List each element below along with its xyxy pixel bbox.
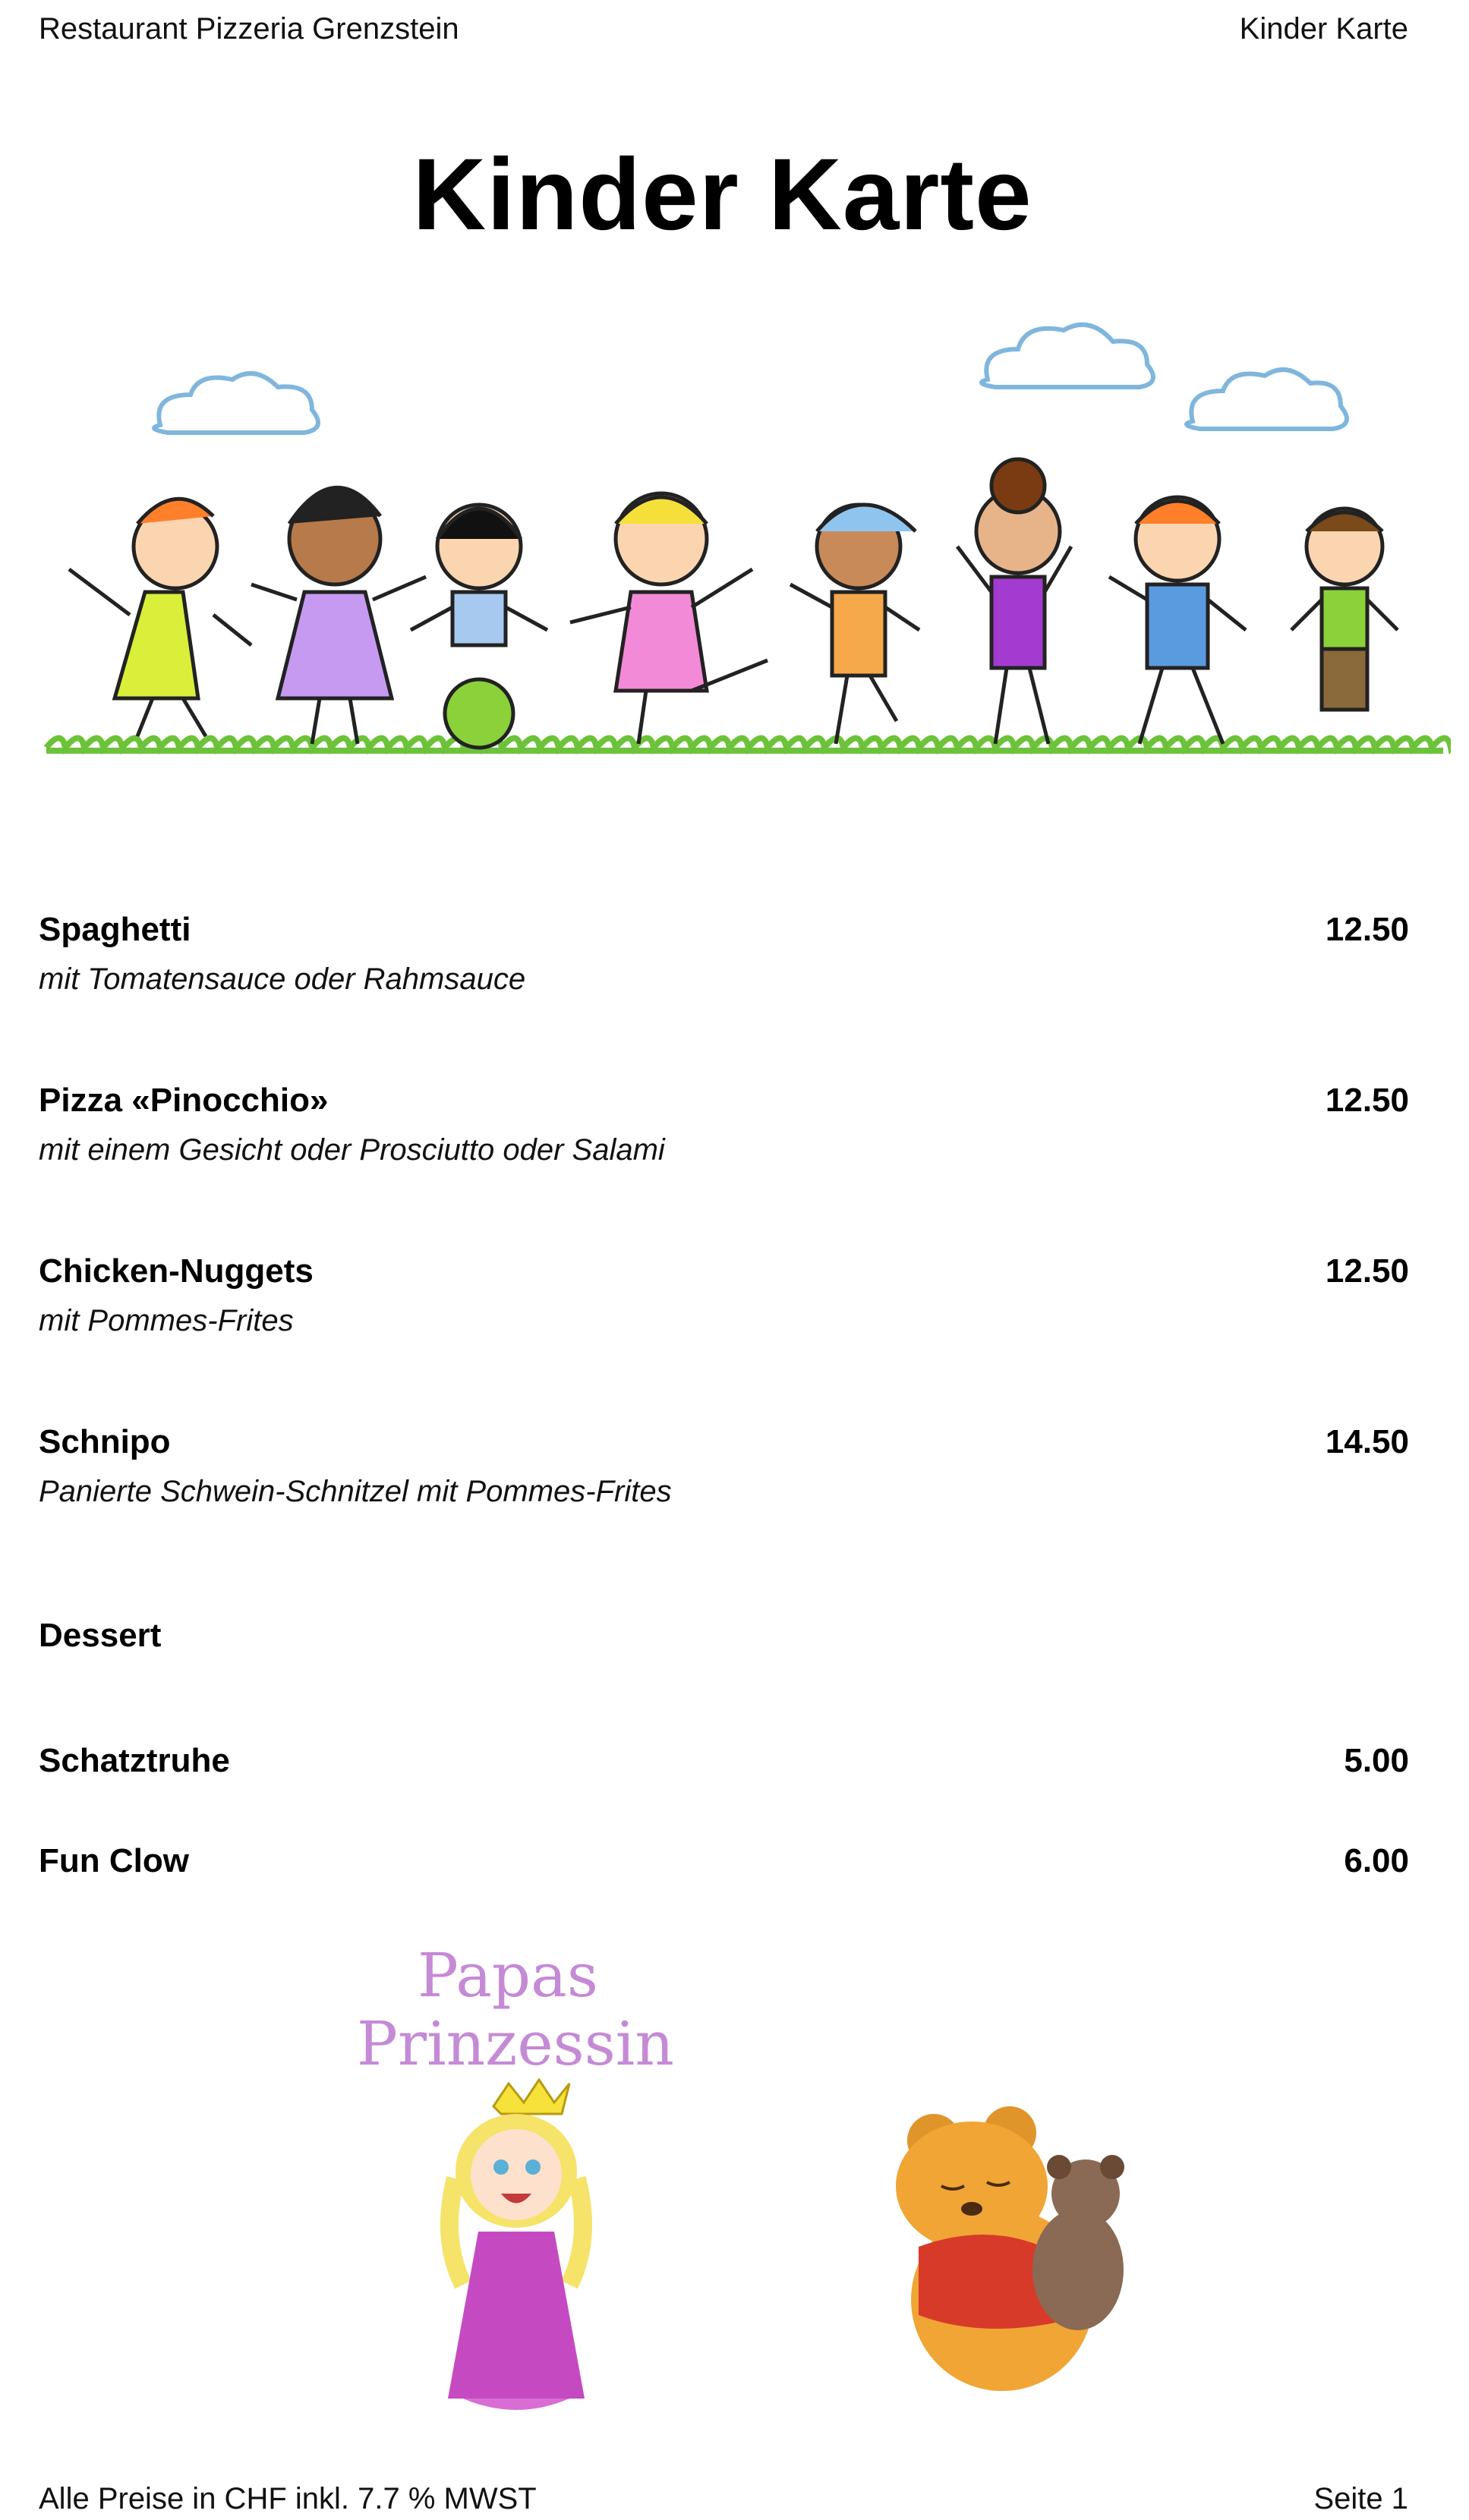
- princess-illustration: [357, 1943, 721, 2429]
- header-restaurant-name: Restaurant Pizzeria Grenzstein: [39, 12, 459, 46]
- menu-item-name: Chicken-Nuggets: [39, 1252, 314, 1290]
- dessert-item-price: 6.00: [1344, 1842, 1409, 1879]
- menu-item-name: Schnipo: [39, 1423, 171, 1460]
- dessert-item-name: Fun Clow: [39, 1842, 189, 1879]
- menu-item: [39, 911, 1409, 997]
- footer-price-note: Alle Preise in CHF inkl. 7.7 % MWST: [39, 2482, 537, 2515]
- menu-item-price: 12.50: [1325, 911, 1409, 948]
- menu-item-description: mit Pommes-Frites: [39, 1304, 294, 1337]
- menu-item-price: 12.50: [1325, 1082, 1409, 1119]
- dessert-item: [39, 1842, 1409, 1880]
- dessert-heading: Dessert: [39, 1617, 162, 1654]
- menu-item: [39, 1252, 1409, 1338]
- header-menu-name: Kinder Karte: [1239, 12, 1408, 46]
- menu-item: [39, 1082, 1409, 1167]
- footer-page-number: Seite 1: [1313, 2482, 1408, 2515]
- cloud-icon: [982, 325, 1153, 387]
- menu-item-name: Pizza «Pinocchio»: [39, 1082, 329, 1119]
- princess-logo-line2: Prinzessin: [357, 2008, 674, 2079]
- page-title: Kinder Karte: [412, 138, 1032, 251]
- princess-logo-line1: Papas: [418, 1943, 598, 2011]
- cloud-icon: [1187, 370, 1347, 429]
- dessert-item-price: 5.00: [1344, 1742, 1409, 1779]
- dessert-item-name: Schatztruhe: [39, 1742, 230, 1779]
- menu-item: [39, 1423, 1409, 1509]
- bear-illustration: [888, 2095, 1146, 2399]
- cloud-icon: [154, 373, 318, 433]
- menu-item-name: Spaghetti: [39, 911, 191, 948]
- children-playing-illustration: [39, 296, 1451, 782]
- menu-item-description: mit einem Gesicht oder Prosciutto oder Salami: [39, 1133, 665, 1167]
- dessert-item: [39, 1742, 1409, 1780]
- menu-item-description: Panierte Schwein-Schnitzel mit Pommes-Frites: [39, 1475, 672, 1508]
- menu-item-description: mit Tomatensauce oder Rahmsauce: [39, 962, 526, 996]
- menu-item-price: 12.50: [1325, 1252, 1409, 1290]
- menu-item-price: 14.50: [1325, 1423, 1409, 1460]
